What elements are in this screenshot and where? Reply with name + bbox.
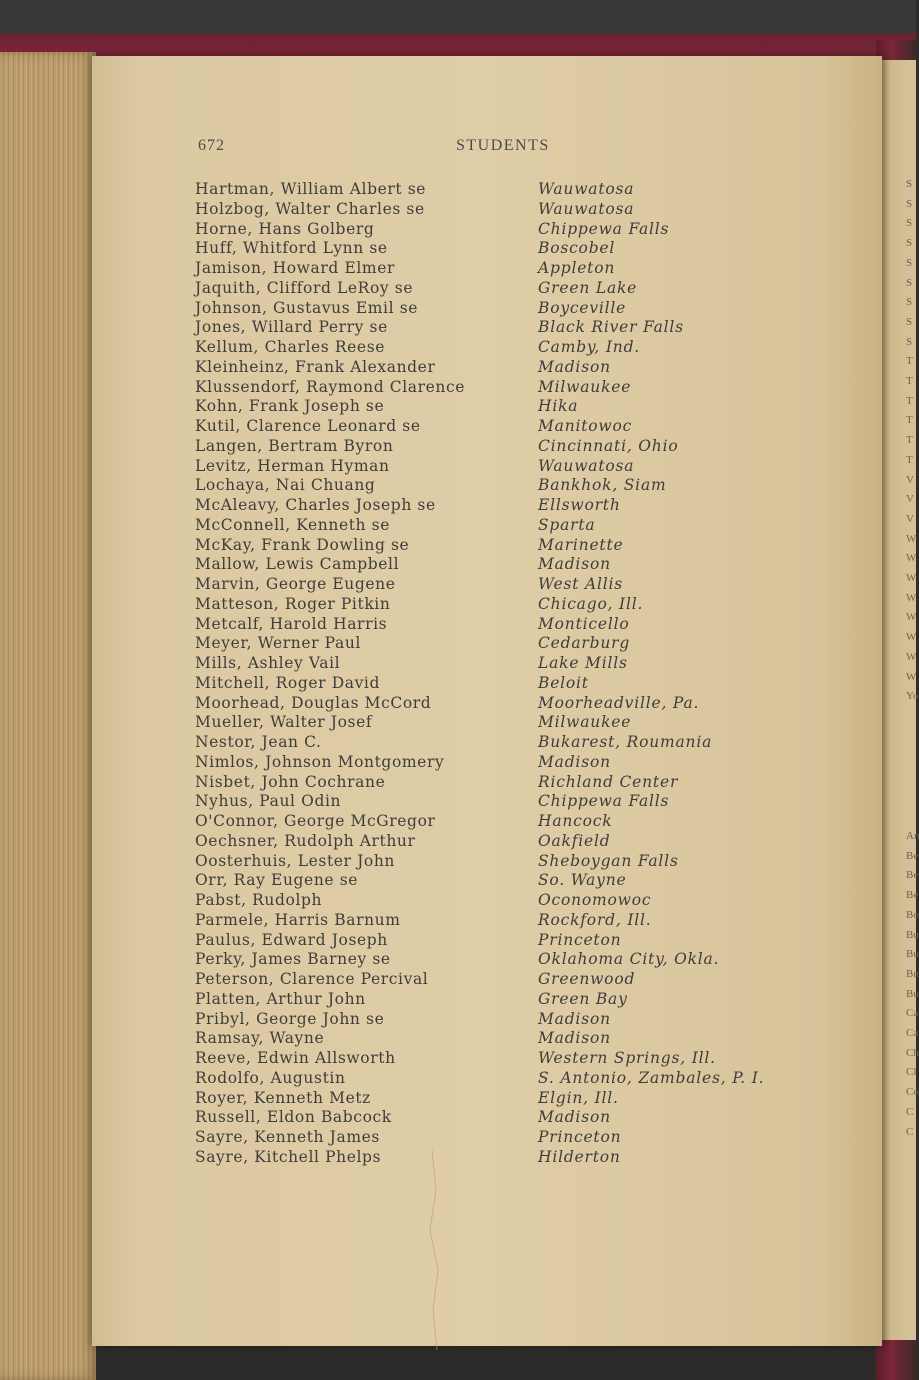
student-name: Huff, Whitford Lynn se xyxy=(195,239,388,258)
student-name: Reeve, Edwin Allsworth xyxy=(195,1049,396,1067)
student-hometown: Wauwatosa xyxy=(538,199,635,218)
facing-page-fragment: T xyxy=(906,434,913,447)
student-name: Platten, Arthur John xyxy=(195,989,366,1008)
student-name: Kohn, Frank Joseph se xyxy=(195,397,385,416)
paper-crease xyxy=(420,1150,450,1350)
facing-page-fragment: S xyxy=(906,237,913,250)
student-hometown: Madison xyxy=(538,555,611,574)
student-name: Pribyl, George John se xyxy=(195,1009,385,1028)
student-hometown: So. Wayne xyxy=(538,871,627,890)
student-name: Nisbet, John Cochrane xyxy=(195,772,386,791)
facing-page-fragment: Be xyxy=(906,849,919,862)
list-item xyxy=(0,654,916,674)
student-hometown: West Allis xyxy=(538,575,623,593)
facing-page-fragment: S xyxy=(906,178,913,190)
facing-page-fragment: Yo xyxy=(906,690,919,703)
list-item xyxy=(0,220,916,240)
student-name: Royer, Kenneth Metz xyxy=(195,1088,371,1107)
facing-page-fragment: T xyxy=(906,414,913,427)
facing-page-fragment: V xyxy=(906,493,914,506)
student-hometown: Lake Mills xyxy=(538,654,628,672)
student-hometown: Madison xyxy=(538,1009,611,1028)
list-item xyxy=(0,180,916,200)
list-item xyxy=(0,812,916,832)
facing-page-fragment: W xyxy=(906,552,917,565)
facing-page-fragment: T xyxy=(906,355,913,368)
facing-page-fragment: Co xyxy=(906,1086,919,1099)
list-item xyxy=(0,575,916,595)
page-number: 672 xyxy=(198,137,225,154)
facing-page-fragment: W xyxy=(906,532,917,545)
student-hometown: Madison xyxy=(538,1108,611,1127)
list-item xyxy=(0,713,916,733)
facing-page-fragment: C xyxy=(906,1125,914,1138)
student-hometown: Monticello xyxy=(538,614,630,633)
list-item xyxy=(0,615,916,635)
list-item xyxy=(0,1105,916,1128)
student-name: Matteson, Roger Pitkin xyxy=(195,594,391,613)
facing-page-fragment: T xyxy=(906,453,913,466)
facing-page-fragment: S xyxy=(906,217,913,230)
facing-page-fragment: Ca xyxy=(906,1007,919,1020)
student-hometown: Chippewa Falls xyxy=(538,219,670,238)
facing-page-fragment: S xyxy=(906,256,913,269)
list-item xyxy=(0,299,916,319)
facing-page-fragment: Bo xyxy=(906,908,919,921)
facing-page-fragment: W xyxy=(906,572,917,584)
list-item xyxy=(0,1027,919,1049)
student-name: Perky, James Barney se xyxy=(195,950,391,969)
list-item xyxy=(0,256,916,279)
student-hometown: Bankhok, Siam xyxy=(538,476,667,495)
student-name: Levitz, Herman Hyman xyxy=(195,456,390,475)
list-item xyxy=(0,1125,916,1148)
facing-page-fragment: S xyxy=(906,315,913,328)
student-hometown: Moorheadville, Pa. xyxy=(538,693,700,712)
list-item xyxy=(0,911,916,931)
student-name: Kutil, Clarence Leonard se xyxy=(195,417,421,435)
list-item xyxy=(0,950,916,970)
list-item xyxy=(0,1148,916,1168)
facing-page-fragment: S xyxy=(906,296,913,309)
list-item xyxy=(0,931,916,951)
list-item xyxy=(0,1089,916,1109)
student-name: Nimlos, Johnson Montgomery xyxy=(195,752,445,771)
facing-page-fragment: T xyxy=(906,375,913,387)
student-name: Holzbog, Walter Charles se xyxy=(195,199,425,218)
facing-page-fragment: W xyxy=(906,631,917,644)
student-hometown: Green Lake xyxy=(538,278,638,297)
facing-page-fragment: Ch xyxy=(906,1046,919,1059)
student-hometown: Cedarburg xyxy=(538,634,631,653)
facing-page-fragment: Cl xyxy=(906,1066,917,1079)
student-hometown: Marinette xyxy=(538,535,624,554)
facing-page-fragment: Ca xyxy=(906,1027,919,1039)
student-hometown: Appleton xyxy=(538,259,616,277)
student-name: Pabst, Rudolph xyxy=(195,891,323,909)
student-name: Lochaya, Nai Chuang xyxy=(195,476,376,495)
student-hometown: Boscobel xyxy=(538,239,616,258)
student-hometown: Oklahoma City, Okla. xyxy=(538,950,720,969)
facing-page-fragment: Bu xyxy=(906,948,919,961)
student-name: Jamison, Howard Elmer xyxy=(195,259,395,277)
student-hometown: Western Springs, Ill. xyxy=(538,1049,716,1067)
list-item xyxy=(0,1069,916,1089)
list-item xyxy=(0,473,916,496)
list-item xyxy=(0,773,916,793)
student-name: Moorhead, Douglas McCord xyxy=(195,693,432,712)
facing-page-fragment: W xyxy=(906,591,917,604)
student-hometown: Ellsworth xyxy=(538,496,621,514)
student-hometown: Wauwatosa xyxy=(538,456,635,475)
student-name: Horne, Hans Golberg xyxy=(195,219,375,238)
student-hometown: Madison xyxy=(538,752,611,771)
student-hometown: Hika xyxy=(538,397,579,416)
list-item xyxy=(0,239,916,259)
facing-page-fragment: Be xyxy=(906,889,919,902)
student-name: McConnell, Kenneth se xyxy=(195,515,390,534)
student-name: McKay, Frank Dowling se xyxy=(195,535,410,554)
list-item xyxy=(0,315,916,338)
student-name: Kleinheinz, Frank Alexander xyxy=(195,357,436,376)
student-name: Oechsner, Rudolph Arthur xyxy=(195,831,416,850)
list-item xyxy=(0,276,916,299)
student-hometown: Rockford, Ill. xyxy=(538,910,652,929)
student-hometown: Boyceville xyxy=(538,298,627,317)
book-cover-top xyxy=(0,0,916,58)
student-name: Parmele, Harris Barnum xyxy=(195,910,401,929)
student-name: Meyer, Werner Paul xyxy=(195,634,361,653)
student-hometown: Chicago, Ill. xyxy=(538,594,644,613)
student-hometown: Wauwatosa xyxy=(538,180,635,198)
student-hometown: Beloit xyxy=(538,673,589,692)
student-hometown: Greenwood xyxy=(538,970,636,988)
list-item xyxy=(0,536,916,556)
facing-page-fragment: W xyxy=(906,650,917,663)
student-name: Kellum, Charles Reese xyxy=(195,338,386,356)
list-item xyxy=(0,869,919,891)
student-hometown: Manitowoc xyxy=(538,417,633,435)
student-name: Ramsay, Wayne xyxy=(195,1029,325,1048)
list-item xyxy=(0,674,916,694)
facing-page-fragment: W xyxy=(906,670,917,683)
student-name: Metcalf, Harold Harris xyxy=(195,614,388,633)
student-name: Langen, Bertram Byron xyxy=(195,436,394,455)
student-name: Oosterhuis, Lester John xyxy=(195,851,396,870)
list-item xyxy=(0,516,916,536)
student-hometown: Hancock xyxy=(538,812,613,830)
list-item xyxy=(0,733,916,753)
student-name: Mallow, Lewis Campbell xyxy=(195,555,400,574)
student-name: Johnson, Gustavus Emil se xyxy=(195,298,419,317)
list-item xyxy=(0,197,916,220)
student-hometown: Milwaukee xyxy=(538,713,632,732)
student-name: Mitchell, Roger David xyxy=(195,673,380,692)
list-item xyxy=(0,417,916,437)
student-hometown: Sparta xyxy=(538,515,596,534)
facing-page-fragment: S xyxy=(906,276,913,289)
list-item xyxy=(0,970,916,990)
facing-page-fragment: An xyxy=(906,830,919,842)
student-hometown: Elgin, Ill. xyxy=(538,1088,619,1107)
student-hometown: Camby, Ind. xyxy=(538,338,641,356)
student-name: Rodolfo, Augustin xyxy=(195,1068,346,1087)
list-item xyxy=(0,437,916,457)
student-name: Nestor, Jean C. xyxy=(195,733,322,751)
student-name: Klussendorf, Raymond Clarence xyxy=(195,377,466,396)
student-hometown: Hilderton xyxy=(538,1147,621,1166)
student-name: Mills, Ashley Vail xyxy=(195,654,341,672)
facing-page-fragment: Be xyxy=(906,869,919,882)
facing-page-fragment: Bu xyxy=(906,987,919,1000)
facing-page-fragment: W xyxy=(906,611,917,624)
student-name: Nyhus, Paul Odin xyxy=(195,792,342,811)
student-name: Mueller, Walter Josef xyxy=(195,713,373,732)
student-hometown: Milwaukee xyxy=(538,377,632,396)
page-header xyxy=(0,137,916,157)
student-name: Jones, Willard Perry se xyxy=(195,318,388,337)
facing-page-fragment: S xyxy=(906,335,913,348)
list-item xyxy=(0,889,919,911)
list-item xyxy=(0,394,916,417)
student-name: Jaquith, Clifford LeRoy se xyxy=(195,278,414,297)
facing-page-fragment: S xyxy=(906,197,913,210)
facing-page-fragment: C xyxy=(906,1105,914,1118)
list-item xyxy=(0,634,916,654)
list-item xyxy=(0,1010,916,1030)
list-item xyxy=(0,335,916,358)
student-name: McAleavy, Charles Joseph se xyxy=(195,496,436,514)
student-name: Marvin, George Eugene xyxy=(195,575,396,593)
student-name: O'Connor, George McGregor xyxy=(195,812,436,830)
list-item xyxy=(0,694,916,714)
student-name: Hartman, William Albert se xyxy=(195,180,427,198)
student-hometown: Bukarest, Roumania xyxy=(538,733,713,751)
student-hometown: Oconomowoc xyxy=(538,891,652,909)
student-list xyxy=(0,180,919,1168)
student-hometown: Richland Center xyxy=(538,772,679,791)
student-hometown: Green Bay xyxy=(538,989,628,1008)
facing-page-fragment: V xyxy=(906,512,914,525)
list-item xyxy=(0,849,919,872)
list-item xyxy=(0,358,916,378)
student-name: Sayre, Kenneth James xyxy=(195,1128,380,1146)
student-name: Paulus, Edward Joseph xyxy=(195,930,388,949)
facing-page-fragment: Bu xyxy=(906,928,919,941)
student-name: Peterson, Clarence Percival xyxy=(195,970,429,988)
facing-page-fragment: Bu xyxy=(906,967,919,980)
student-hometown: Princeton xyxy=(538,930,622,949)
list-item xyxy=(0,792,916,812)
list-item xyxy=(0,555,916,575)
student-name: Russell, Eldon Babcock xyxy=(195,1108,392,1127)
student-hometown: S. Antonio, Zambales, P. I. xyxy=(538,1068,765,1087)
list-item xyxy=(0,990,916,1010)
list-item xyxy=(0,832,916,852)
student-hometown: Madison xyxy=(538,357,611,376)
student-hometown: Princeton xyxy=(538,1128,622,1146)
student-hometown: Chippewa Falls xyxy=(538,792,670,811)
facing-page-fragment: T xyxy=(906,394,913,407)
list-item xyxy=(0,595,916,615)
list-item xyxy=(0,378,916,398)
student-hometown: Oakfield xyxy=(538,831,611,850)
list-item xyxy=(0,496,916,516)
student-name: Orr, Ray Eugene se xyxy=(195,871,359,890)
list-item xyxy=(0,457,916,477)
running-head: STUDENTS xyxy=(456,137,550,154)
facing-page-fragment: V xyxy=(906,473,914,486)
student-hometown: Sheboygan Falls xyxy=(538,851,679,870)
student-name: Sayre, Kitchell Phelps xyxy=(195,1147,382,1166)
student-hometown: Cincinnati, Ohio xyxy=(538,436,679,455)
student-hometown: Black River Falls xyxy=(538,318,684,337)
student-hometown: Madison xyxy=(538,1029,611,1048)
list-item xyxy=(0,753,916,773)
list-item xyxy=(0,1049,916,1069)
